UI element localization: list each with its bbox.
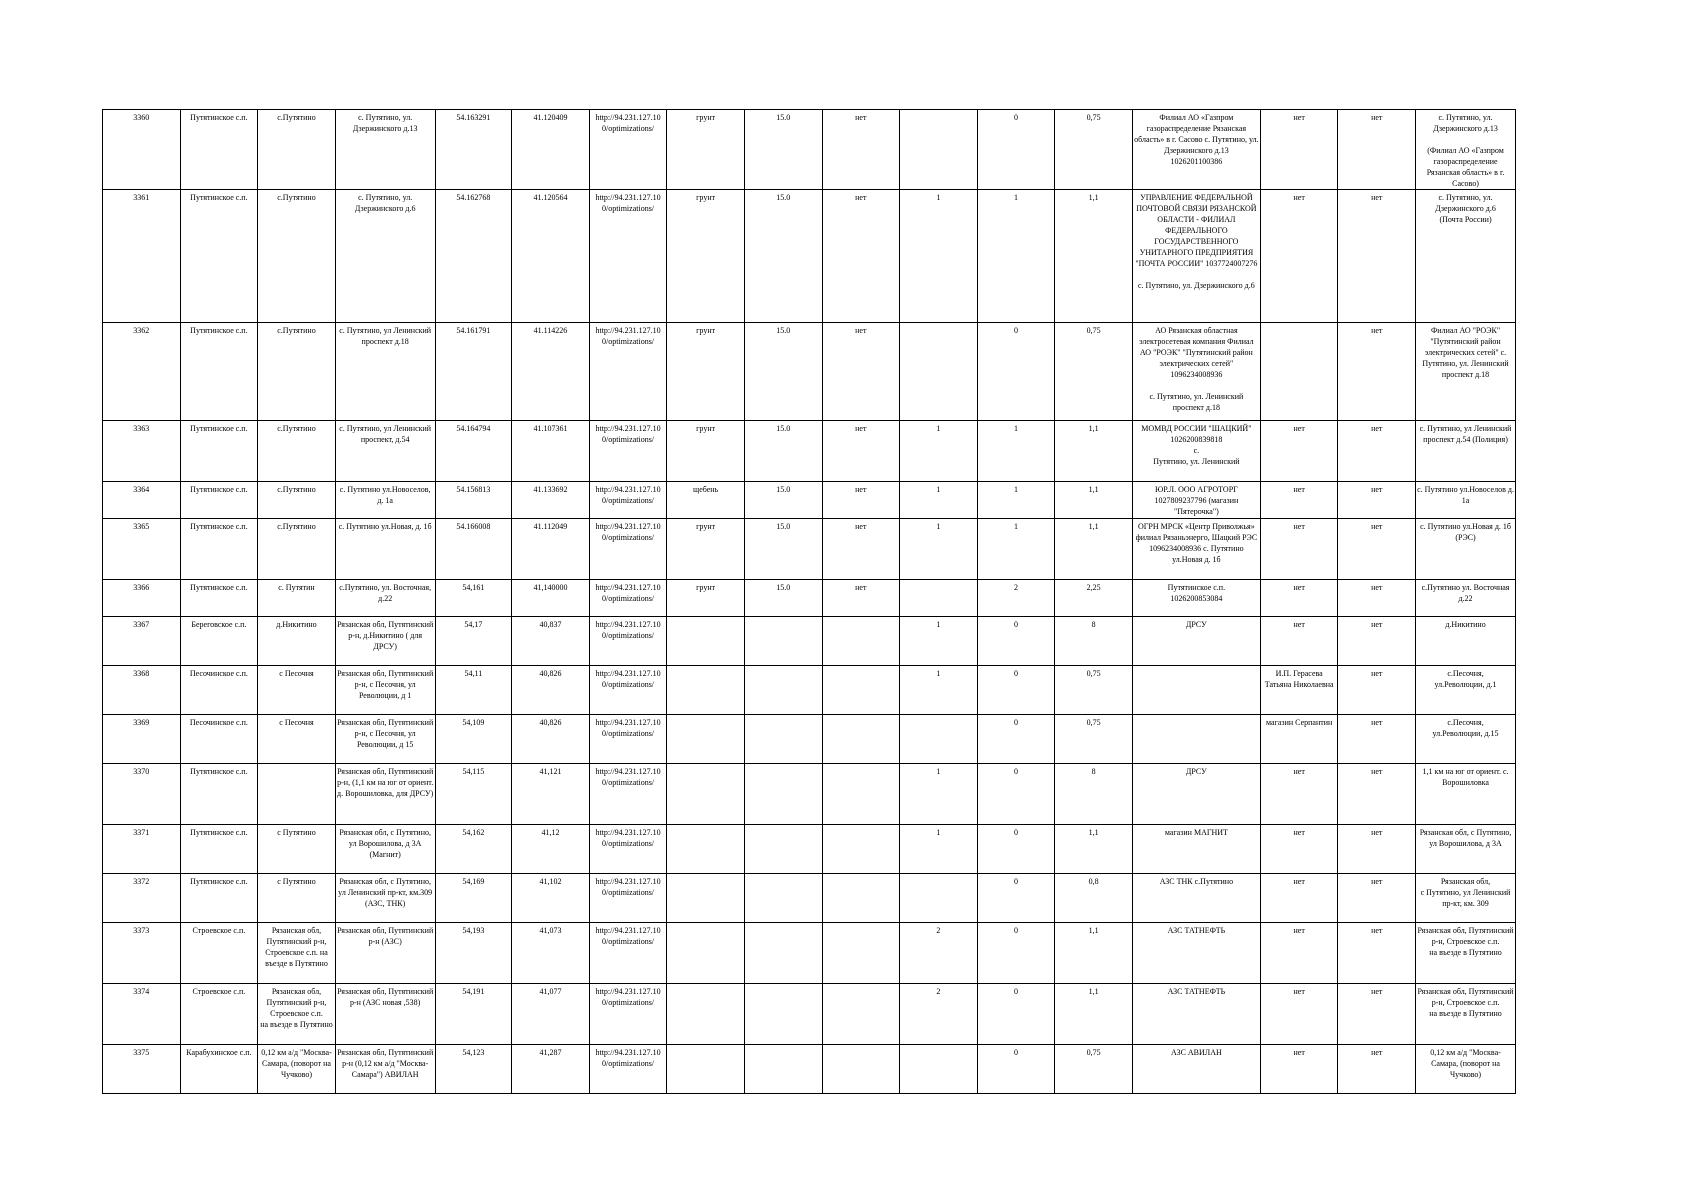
locality-cell: с.Путятино <box>258 482 336 519</box>
source-cell: с. Путятино, ул. Дзержинского д.6 (Почта России) <box>1416 190 1516 323</box>
note2-cell: нет <box>1338 190 1416 323</box>
fence-cell: нет <box>822 110 900 190</box>
volume-cell: 1,1 <box>1055 190 1133 323</box>
volume-cell: 1,1 <box>1055 482 1133 519</box>
link-cell: http://94.231.127.10 0/optimizations/ <box>589 825 667 874</box>
owner-cell: ДРСУ <box>1132 617 1260 666</box>
table-row <box>103 1045 1516 1094</box>
area-cell: 15.0 <box>744 482 822 519</box>
table-row <box>103 110 1516 190</box>
owner-cell: Путятинское с.п. 1026200853084 <box>1132 580 1260 617</box>
area-cell: 15.0 <box>744 421 822 482</box>
source-cell: с. Путятино, ул. Дзержинского д.13 (Филиал АО «Газпром газораспределение Рязанская область» в г. Сасово) <box>1416 110 1516 190</box>
fence-cell <box>822 1045 900 1094</box>
longitude-cell: 41.120564 <box>512 190 590 323</box>
address-cell: Рязанская обл, Путятинский р-н (АЗС новая ,538) <box>335 984 435 1045</box>
note2-cell: нет <box>1338 580 1416 617</box>
register-table <box>102 109 1516 1094</box>
source-cell: д.Никитино <box>1416 617 1516 666</box>
longitude-cell: 41,073 <box>512 923 590 984</box>
fence-cell: нет <box>822 190 900 323</box>
fence-cell <box>822 666 900 715</box>
address-cell: с. Путятино, ул. Дзержинского д.13 <box>335 110 435 190</box>
volume-cell: 1,1 <box>1055 923 1133 984</box>
settlement-cell: Путятинское с.п. <box>180 110 258 190</box>
address-cell: с. Путятино, ул. Дзержинского д.6 <box>335 190 435 323</box>
address-cell: Рязанская обл, Путятинский р-н, (1,1 км на юг от ориент. д. Ворошиловка, для ДРСУ) <box>335 764 435 825</box>
note2-cell: нет <box>1338 482 1416 519</box>
count2-cell: 0 <box>977 825 1055 874</box>
owner-cell: АЗС АВИЛАН <box>1132 1045 1260 1094</box>
surface-cell <box>667 666 745 715</box>
link-cell: http://94.231.127.10 0/optimizations/ <box>589 923 667 984</box>
longitude-cell: 41,287 <box>512 1045 590 1094</box>
source-cell: с. Путятино, ул Ленинский проспект д.54 (Полиция) <box>1416 421 1516 482</box>
note-cell <box>1260 323 1338 421</box>
settlement-cell: Путятинское с.п. <box>180 519 258 580</box>
link-cell: http://94.231.127.10 0/optimizations/ <box>589 666 667 715</box>
volume-cell: 0,8 <box>1055 874 1133 923</box>
locality-cell: с Песочня <box>258 715 336 764</box>
count-cell: 2 <box>900 923 978 984</box>
source-cell: Рязанская обл, с Путятино, ул Ленинский пр-кт, км. 309 <box>1416 874 1516 923</box>
row-number: 3373 <box>103 923 181 984</box>
count-cell <box>900 323 978 421</box>
locality-cell: с.Путятино <box>258 110 336 190</box>
address-cell: с.Путятино, ул. Восточная, д.22 <box>335 580 435 617</box>
area-cell <box>744 666 822 715</box>
table-row <box>103 715 1516 764</box>
longitude-cell: 41,102 <box>512 874 590 923</box>
surface-cell: грунт <box>667 190 745 323</box>
longitude-cell: 40,826 <box>512 666 590 715</box>
owner-cell: ОГРН МРСК «Центр Приволжья» филиал Рязаньэнерго, Шацкий РЭС 1096234008936 с. Путятино ул.Новая д. 1б <box>1132 519 1260 580</box>
note-cell: нет <box>1260 874 1338 923</box>
address-cell: с. Путятино ул.Новая, д. 1б <box>335 519 435 580</box>
table-row <box>103 984 1516 1045</box>
link-cell: http://94.231.127.10 0/optimizations/ <box>589 580 667 617</box>
note2-cell: нет <box>1338 984 1416 1045</box>
row-number: 3371 <box>103 825 181 874</box>
surface-cell: грунт <box>667 323 745 421</box>
longitude-cell: 41,140000 <box>512 580 590 617</box>
volume-cell: 2,25 <box>1055 580 1133 617</box>
count-cell: 1 <box>900 666 978 715</box>
volume-cell: 1,1 <box>1055 825 1133 874</box>
link-cell: http://94.231.127.10 0/optimizations/ <box>589 190 667 323</box>
row-number: 3368 <box>103 666 181 715</box>
count2-cell: 0 <box>977 323 1055 421</box>
row-number: 3360 <box>103 110 181 190</box>
locality-cell: с.Путятино <box>258 519 336 580</box>
link-cell: http://94.231.127.10 0/optimizations/ <box>589 519 667 580</box>
count2-cell: 1 <box>977 190 1055 323</box>
locality-cell <box>258 764 336 825</box>
longitude-cell: 40,837 <box>512 617 590 666</box>
address-cell: с. Путятино ул.Новоселов, д. 1а <box>335 482 435 519</box>
count-cell <box>900 1045 978 1094</box>
longitude-cell: 41.107361 <box>512 421 590 482</box>
owner-cell: МОМВД РОССИИ "ШАЦКИЙ" 1026200839818 с. Путятино, ул. Ленинский <box>1132 421 1260 482</box>
row-number: 3372 <box>103 874 181 923</box>
owner-cell: Филиал АО «Газпром газораспределение Рязанская область» в г. Сасово с. Путятино, ул. Дзержинского д.13 1026201100386 <box>1132 110 1260 190</box>
latitude-cell: 54,191 <box>435 984 512 1045</box>
table-row <box>103 519 1516 580</box>
surface-cell: грунт <box>667 519 745 580</box>
longitude-cell: 41.112049 <box>512 519 590 580</box>
longitude-cell: 41.120409 <box>512 110 590 190</box>
locality-cell: д.Никитино <box>258 617 336 666</box>
area-cell <box>744 617 822 666</box>
count-cell <box>900 715 978 764</box>
count2-cell: 1 <box>977 482 1055 519</box>
fence-cell <box>822 984 900 1045</box>
owner-cell: АО Рязанская областная электросетевая компания Филиал АО "РОЭК" "Путятинский район электрических сетей" 1096234008936 с. Путятино, ул. Ленинский проспект д.18 <box>1132 323 1260 421</box>
volume-cell: 8 <box>1055 764 1133 825</box>
link-cell: http://94.231.127.10 0/optimizations/ <box>589 984 667 1045</box>
link-cell: http://94.231.127.10 0/optimizations/ <box>589 421 667 482</box>
settlement-cell: Строевское с.п. <box>180 923 258 984</box>
latitude-cell: 54,11 <box>435 666 512 715</box>
latitude-cell: 54,169 <box>435 874 512 923</box>
source-cell: с.Песочня, ул.Революции, д.1 <box>1416 666 1516 715</box>
note-cell: нет <box>1260 617 1338 666</box>
count-cell: 1 <box>900 617 978 666</box>
longitude-cell: 41.133692 <box>512 482 590 519</box>
owner-cell: УПРАВЛЕНИЕ ФЕДЕРАЛЬНОЙ ПОЧТОВОЙ СВЯЗИ РЯЗАНСКОЙ ОБЛАСТИ - ФИЛИАЛ ФЕДЕРАЛЬНОГО ГОСУДАРСТВЕННОГО УНИТАРНОГО ПРЕДПРИЯТИЯ "ПОЧТА РОССИИ" 1037724007276 с. Путятино, ул. Дзержинского д.6 <box>1132 190 1260 323</box>
link-cell: http://94.231.127.10 0/optimizations/ <box>589 874 667 923</box>
fence-cell: нет <box>822 323 900 421</box>
latitude-cell: 54.161791 <box>435 323 512 421</box>
locality-cell: с. Путятин <box>258 580 336 617</box>
count-cell <box>900 874 978 923</box>
link-cell: http://94.231.127.10 0/optimizations/ <box>589 110 667 190</box>
note2-cell: нет <box>1338 764 1416 825</box>
count2-cell: 1 <box>977 421 1055 482</box>
row-number: 3367 <box>103 617 181 666</box>
owner-cell: ЮР.Л. ООО АГРОТОРГ 1027809237796 (магазин "Пятерочка") <box>1132 482 1260 519</box>
count2-cell: 1 <box>977 519 1055 580</box>
owner-cell: ДРСУ <box>1132 764 1260 825</box>
surface-cell <box>667 764 745 825</box>
volume-cell: 0,75 <box>1055 110 1133 190</box>
count-cell: 2 <box>900 984 978 1045</box>
note-cell: нет <box>1260 482 1338 519</box>
count2-cell: 0 <box>977 110 1055 190</box>
source-cell: 1,1 км на юг от ориент. с. Ворошиловка <box>1416 764 1516 825</box>
note-cell: нет <box>1260 421 1338 482</box>
longitude-cell: 41,12 <box>512 825 590 874</box>
address-cell: Рязанская обл, Путятинский р-н (АЗС) <box>335 923 435 984</box>
row-number: 3361 <box>103 190 181 323</box>
note-cell: нет <box>1260 984 1338 1045</box>
table-row <box>103 666 1516 715</box>
fence-cell <box>822 617 900 666</box>
note-cell: магазин Серпантин <box>1260 715 1338 764</box>
table-row <box>103 482 1516 519</box>
count2-cell: 0 <box>977 923 1055 984</box>
fence-cell: нет <box>822 482 900 519</box>
surface-cell <box>667 715 745 764</box>
note-cell: нет <box>1260 110 1338 190</box>
address-cell: с. Путятино, ул Ленинский проспект, д.54 <box>335 421 435 482</box>
surface-cell <box>667 984 745 1045</box>
area-cell <box>744 715 822 764</box>
locality-cell: Рязанская обл, Путятинский р-н, Строевское с.п. на въезде в Путятино <box>258 984 336 1045</box>
surface-cell: щебень <box>667 482 745 519</box>
locality-cell: с Путятино <box>258 874 336 923</box>
count-cell <box>900 580 978 617</box>
settlement-cell: Путятинское с.п. <box>180 190 258 323</box>
row-number: 3365 <box>103 519 181 580</box>
source-cell: с.Песочня, ул.Революции, д.15 <box>1416 715 1516 764</box>
volume-cell: 0,75 <box>1055 666 1133 715</box>
count2-cell: 0 <box>977 715 1055 764</box>
count-cell: 1 <box>900 421 978 482</box>
row-number: 3363 <box>103 421 181 482</box>
note2-cell: нет <box>1338 1045 1416 1094</box>
longitude-cell: 41,077 <box>512 984 590 1045</box>
table-row <box>103 874 1516 923</box>
surface-cell: грунт <box>667 110 745 190</box>
locality-cell: с Путятино <box>258 825 336 874</box>
source-cell: с. Путятино ул.Новоселов д. 1а <box>1416 482 1516 519</box>
source-cell: Рязанская обл, Путятинский р-н, Строевское с.п. на въезде в Путятино <box>1416 984 1516 1045</box>
settlement-cell: Путятинское с.п. <box>180 764 258 825</box>
count2-cell: 0 <box>977 764 1055 825</box>
latitude-cell: 54.166008 <box>435 519 512 580</box>
link-cell: http://94.231.127.10 0/optimizations/ <box>589 323 667 421</box>
latitude-cell: 54,17 <box>435 617 512 666</box>
settlement-cell: Путятинское с.п. <box>180 580 258 617</box>
settlement-cell: Песочинское с.п. <box>180 666 258 715</box>
table-row <box>103 764 1516 825</box>
note-cell: нет <box>1260 923 1338 984</box>
source-cell: с. Путятино ул.Новая д. 1б (РЭС) <box>1416 519 1516 580</box>
note2-cell: нет <box>1338 617 1416 666</box>
address-cell: Рязанская обл, с Путятино, ул Ленинский пр-кт, км.309 (АЗС, ТНК) <box>335 874 435 923</box>
link-cell: http://94.231.127.10 0/optimizations/ <box>589 715 667 764</box>
note2-cell: нет <box>1338 421 1416 482</box>
count-cell: 1 <box>900 482 978 519</box>
count-cell: 1 <box>900 825 978 874</box>
latitude-cell: 54,123 <box>435 1045 512 1094</box>
owner-cell: АЗС ТНК с.Путятино <box>1132 874 1260 923</box>
surface-cell <box>667 825 745 874</box>
note2-cell: нет <box>1338 874 1416 923</box>
owner-cell: АЗС ТАТНЕФТЬ <box>1132 923 1260 984</box>
area-cell: 15.0 <box>744 580 822 617</box>
area-cell: 15.0 <box>744 190 822 323</box>
volume-cell: 0,75 <box>1055 715 1133 764</box>
row-number: 3375 <box>103 1045 181 1094</box>
locality-cell: с.Путятино <box>258 323 336 421</box>
area-cell <box>744 874 822 923</box>
row-number: 3362 <box>103 323 181 421</box>
area-cell <box>744 984 822 1045</box>
link-cell: http://94.231.127.10 0/optimizations/ <box>589 617 667 666</box>
volume-cell: 0,75 <box>1055 323 1133 421</box>
note-cell: нет <box>1260 1045 1338 1094</box>
settlement-cell: Путятинское с.п. <box>180 825 258 874</box>
note2-cell: нет <box>1338 666 1416 715</box>
longitude-cell: 40,826 <box>512 715 590 764</box>
note-cell: И.П. Герасева Татьяна Николаевна <box>1260 666 1338 715</box>
note2-cell: нет <box>1338 715 1416 764</box>
area-cell: 15.0 <box>744 110 822 190</box>
count-cell: 1 <box>900 519 978 580</box>
fence-cell: нет <box>822 519 900 580</box>
fence-cell <box>822 764 900 825</box>
area-cell: 15.0 <box>744 519 822 580</box>
note2-cell: нет <box>1338 110 1416 190</box>
fence-cell <box>822 874 900 923</box>
longitude-cell: 41.114226 <box>512 323 590 421</box>
settlement-cell: Путятинское с.п. <box>180 323 258 421</box>
latitude-cell: 54,109 <box>435 715 512 764</box>
locality-cell: с.Путятино <box>258 421 336 482</box>
locality-cell: Рязанская обл, Путятинский р-н, Строевское с.п. на въезде в Путятино <box>258 923 336 984</box>
settlement-cell: Путятинское с.п. <box>180 874 258 923</box>
count-cell: 1 <box>900 190 978 323</box>
source-cell: с.Путятино ул. Восточная д.22 <box>1416 580 1516 617</box>
latitude-cell: 54.163291 <box>435 110 512 190</box>
owner-cell <box>1132 715 1260 764</box>
owner-cell: АЗС ТАТНЕФТЬ <box>1132 984 1260 1045</box>
row-number: 3370 <box>103 764 181 825</box>
link-cell: http://94.231.127.10 0/optimizations/ <box>589 764 667 825</box>
address-cell: Рязанская обл, Путятинский р-н, с Песочня, ул Революции, д 15 <box>335 715 435 764</box>
count2-cell: 0 <box>977 666 1055 715</box>
table-row <box>103 617 1516 666</box>
owner-cell: магазин МАГНИТ <box>1132 825 1260 874</box>
source-cell: Рязанская обл, Путятинский р-н, Строевское с.п. на въезде в Путятино <box>1416 923 1516 984</box>
source-cell: Филиал АО "РОЭК" "Путятинский район электрических сетей" с. Путятино, ул. Ленинский проспект д.18 <box>1416 323 1516 421</box>
area-cell <box>744 923 822 984</box>
note-cell: нет <box>1260 580 1338 617</box>
locality-cell: с.Путятино <box>258 190 336 323</box>
owner-cell <box>1132 666 1260 715</box>
surface-cell <box>667 617 745 666</box>
table-row <box>103 323 1516 421</box>
address-cell: Рязанская обл, Путятинский р-н, с Песочня, ул Революции, д 1 <box>335 666 435 715</box>
latitude-cell: 54.162768 <box>435 190 512 323</box>
longitude-cell: 41,121 <box>512 764 590 825</box>
area-cell: 15.0 <box>744 323 822 421</box>
latitude-cell: 54.164794 <box>435 421 512 482</box>
fence-cell: нет <box>822 580 900 617</box>
link-cell: http://94.231.127.10 0/optimizations/ <box>589 482 667 519</box>
count2-cell: 0 <box>977 984 1055 1045</box>
area-cell <box>744 764 822 825</box>
address-cell: Рязанская обл, Путятинский р-н, д.Никитино ( для ДРСУ) <box>335 617 435 666</box>
count2-cell: 0 <box>977 1045 1055 1094</box>
volume-cell: 1,1 <box>1055 519 1133 580</box>
latitude-cell: 54,161 <box>435 580 512 617</box>
count-cell <box>900 110 978 190</box>
count2-cell: 2 <box>977 580 1055 617</box>
note2-cell: нет <box>1338 323 1416 421</box>
latitude-cell: 54.156813 <box>435 482 512 519</box>
row-number: 3366 <box>103 580 181 617</box>
note-cell: нет <box>1260 764 1338 825</box>
fence-cell <box>822 923 900 984</box>
source-cell: Рязанская обл, с Путятино, ул Ворошилова, д 3А <box>1416 825 1516 874</box>
settlement-cell: Путятинское с.п. <box>180 482 258 519</box>
fence-cell <box>822 715 900 764</box>
count2-cell: 0 <box>977 874 1055 923</box>
note2-cell: нет <box>1338 923 1416 984</box>
source-cell: 0,12 км а/д "Москва-Самара, (поворот на Чучково) <box>1416 1045 1516 1094</box>
surface-cell: грунт <box>667 580 745 617</box>
note2-cell: нет <box>1338 825 1416 874</box>
link-cell: http://94.231.127.10 0/optimizations/ <box>589 1045 667 1094</box>
volume-cell: 8 <box>1055 617 1133 666</box>
fence-cell: нет <box>822 421 900 482</box>
address-cell: Рязанская обл, Путятинский р-н (0,12 км а/д "Москва-Самара") АВИЛАН <box>335 1045 435 1094</box>
row-number: 3374 <box>103 984 181 1045</box>
surface-cell <box>667 874 745 923</box>
note-cell: нет <box>1260 519 1338 580</box>
table-row <box>103 421 1516 482</box>
count-cell: 1 <box>900 764 978 825</box>
note2-cell: нет <box>1338 519 1416 580</box>
table-row <box>103 580 1516 617</box>
volume-cell: 1,1 <box>1055 421 1133 482</box>
settlement-cell: Карабухинское с.п. <box>180 1045 258 1094</box>
note-cell: нет <box>1260 825 1338 874</box>
surface-cell <box>667 923 745 984</box>
locality-cell: с Песочня <box>258 666 336 715</box>
count2-cell: 0 <box>977 617 1055 666</box>
settlement-cell: Береговское с.п. <box>180 617 258 666</box>
surface-cell <box>667 1045 745 1094</box>
volume-cell: 1,1 <box>1055 984 1133 1045</box>
address-cell: Рязанская обл, с Путятино, ул Ворошилова, д 3А (Магнит) <box>335 825 435 874</box>
row-number: 3364 <box>103 482 181 519</box>
settlement-cell: Строевское с.п. <box>180 984 258 1045</box>
row-number: 3369 <box>103 715 181 764</box>
area-cell <box>744 1045 822 1094</box>
latitude-cell: 54,193 <box>435 923 512 984</box>
volume-cell: 0,75 <box>1055 1045 1133 1094</box>
settlement-cell: Путятинское с.п. <box>180 421 258 482</box>
area-cell <box>744 825 822 874</box>
settlement-cell: Песочинское с.п. <box>180 715 258 764</box>
fence-cell <box>822 825 900 874</box>
surface-cell: грунт <box>667 421 745 482</box>
table-row <box>103 923 1516 984</box>
address-cell: с. Путятино, ул Ленинский проспект д.18 <box>335 323 435 421</box>
latitude-cell: 54,115 <box>435 764 512 825</box>
note-cell: нет <box>1260 190 1338 323</box>
latitude-cell: 54,162 <box>435 825 512 874</box>
table-row <box>103 825 1516 874</box>
table-row <box>103 190 1516 323</box>
locality-cell: 0,12 км а/д "Москва-Самара, (поворот на Чучково) <box>258 1045 336 1094</box>
